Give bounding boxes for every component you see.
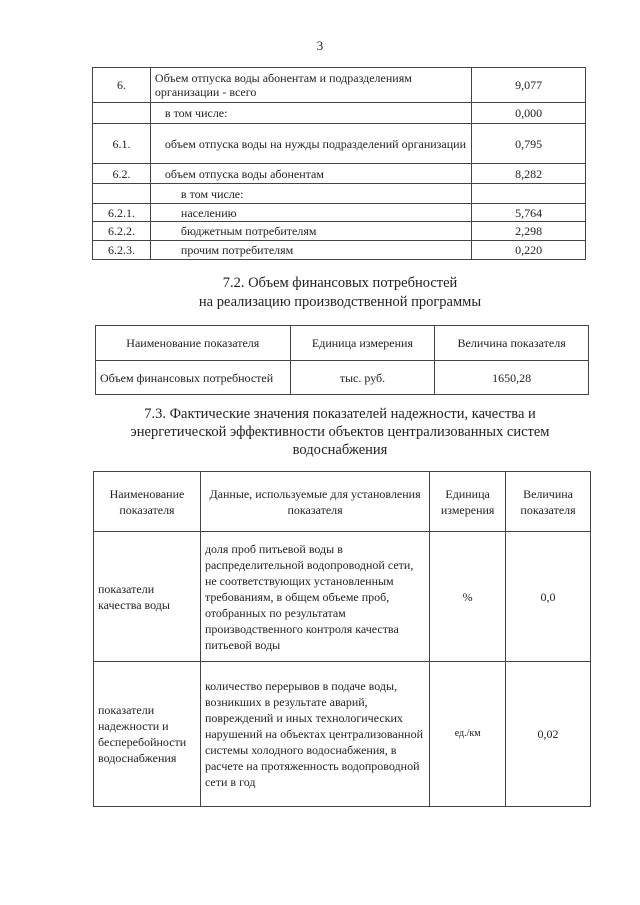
- row-data: количество перерывов в подаче воды, возникших в результате аварий, повреждений и иных технологических нарушений на объектах централизованной системы холодного водоснабжения, в расчете на протяженность водопроводной сети в год: [200, 662, 429, 807]
- row-unit: ед./км: [430, 662, 506, 807]
- table-row: [93, 204, 586, 222]
- row-name: показатели качества воды: [94, 532, 201, 662]
- row-number: [93, 184, 151, 204]
- row-value: 5,764: [472, 204, 586, 222]
- row-value: 0,0: [506, 532, 591, 662]
- row-name: Объем отпуска воды абонентам и подразделениям организации - всего: [150, 68, 471, 103]
- row-value: 0,02: [506, 662, 591, 807]
- row-number: 6.1.: [93, 124, 151, 164]
- header-unit: Единица измерения: [430, 472, 506, 532]
- row-value: 0,795: [472, 124, 586, 164]
- table-row: [93, 184, 586, 204]
- table-header-row: [96, 326, 589, 361]
- table-row: [93, 68, 586, 103]
- row-name: прочим потребителям: [150, 241, 471, 260]
- water-supply-table: [92, 67, 586, 260]
- table-row: [96, 361, 589, 395]
- row-number: 6.2.2.: [93, 222, 151, 241]
- row-name: Объем финансовых потребностей: [96, 361, 291, 395]
- row-name: населению: [150, 204, 471, 222]
- table-row: [94, 662, 591, 807]
- section-7-2-title-line1: 7.2. Объем финансовых потребностей: [222, 275, 458, 291]
- header-name: Наименование показателя: [96, 326, 291, 361]
- table-row: [93, 241, 586, 260]
- row-name: объем отпуска воды на нужды подразделений организации: [150, 124, 471, 164]
- header-value: Величина показателя: [506, 472, 591, 532]
- row-value: 8,282: [472, 164, 586, 184]
- table-row: [93, 164, 586, 184]
- financial-needs-table: [95, 325, 589, 395]
- row-number: 6.: [93, 68, 151, 103]
- section-7-2-title-line2: на реализацию производственной программы: [198, 294, 482, 310]
- row-number: [93, 103, 151, 124]
- row-number: 6.2.1.: [93, 204, 151, 222]
- row-name: объем отпуска воды абонентам: [150, 164, 471, 184]
- row-unit: тыс. руб.: [290, 361, 435, 395]
- table-row: [93, 124, 586, 164]
- section-7-3-title-line3: водоснабжения: [292, 442, 388, 458]
- table-header-row: [94, 472, 591, 532]
- row-value: 1650,28: [435, 361, 589, 395]
- row-value: 0,220: [472, 241, 586, 260]
- page-number: 3: [316, 38, 324, 53]
- row-value: 0,000: [472, 103, 586, 124]
- row-name: в том числе:: [150, 184, 471, 204]
- row-value: [472, 184, 586, 204]
- reliability-indicators-table: [93, 471, 591, 807]
- table-row: [94, 532, 591, 662]
- row-number: 6.2.3.: [93, 241, 151, 260]
- row-data: доля проб питьевой воды в распределительной водопроводной сети, не соответствующих установленным требованиям, в общем объеме проб, отобранных по результатам производственного контроля качества питьевой воды: [200, 532, 429, 662]
- table-row: [93, 103, 586, 124]
- row-name: в том числе:: [150, 103, 471, 124]
- section-7-3-title-line2: энергетической эффективности объектов централизованных систем: [130, 424, 550, 440]
- row-name: бюджетным потребителям: [150, 222, 471, 241]
- row-value: 2,298: [472, 222, 586, 241]
- row-value: 9,077: [472, 68, 586, 103]
- header-data: Данные, используемые для установления показателя: [200, 472, 429, 532]
- header-unit: Единица измерения: [290, 326, 435, 361]
- row-number: 6.2.: [93, 164, 151, 184]
- section-7-3-title-line1: 7.3. Фактические значения показателей надежности, качества и: [144, 406, 536, 422]
- header-value: Величина показателя: [435, 326, 589, 361]
- row-name: показатели надежности и бесперебойности водоснабжения: [94, 662, 201, 807]
- row-unit: %: [430, 532, 506, 662]
- table-row: [93, 222, 586, 241]
- header-name: Наименование показателя: [94, 472, 201, 532]
